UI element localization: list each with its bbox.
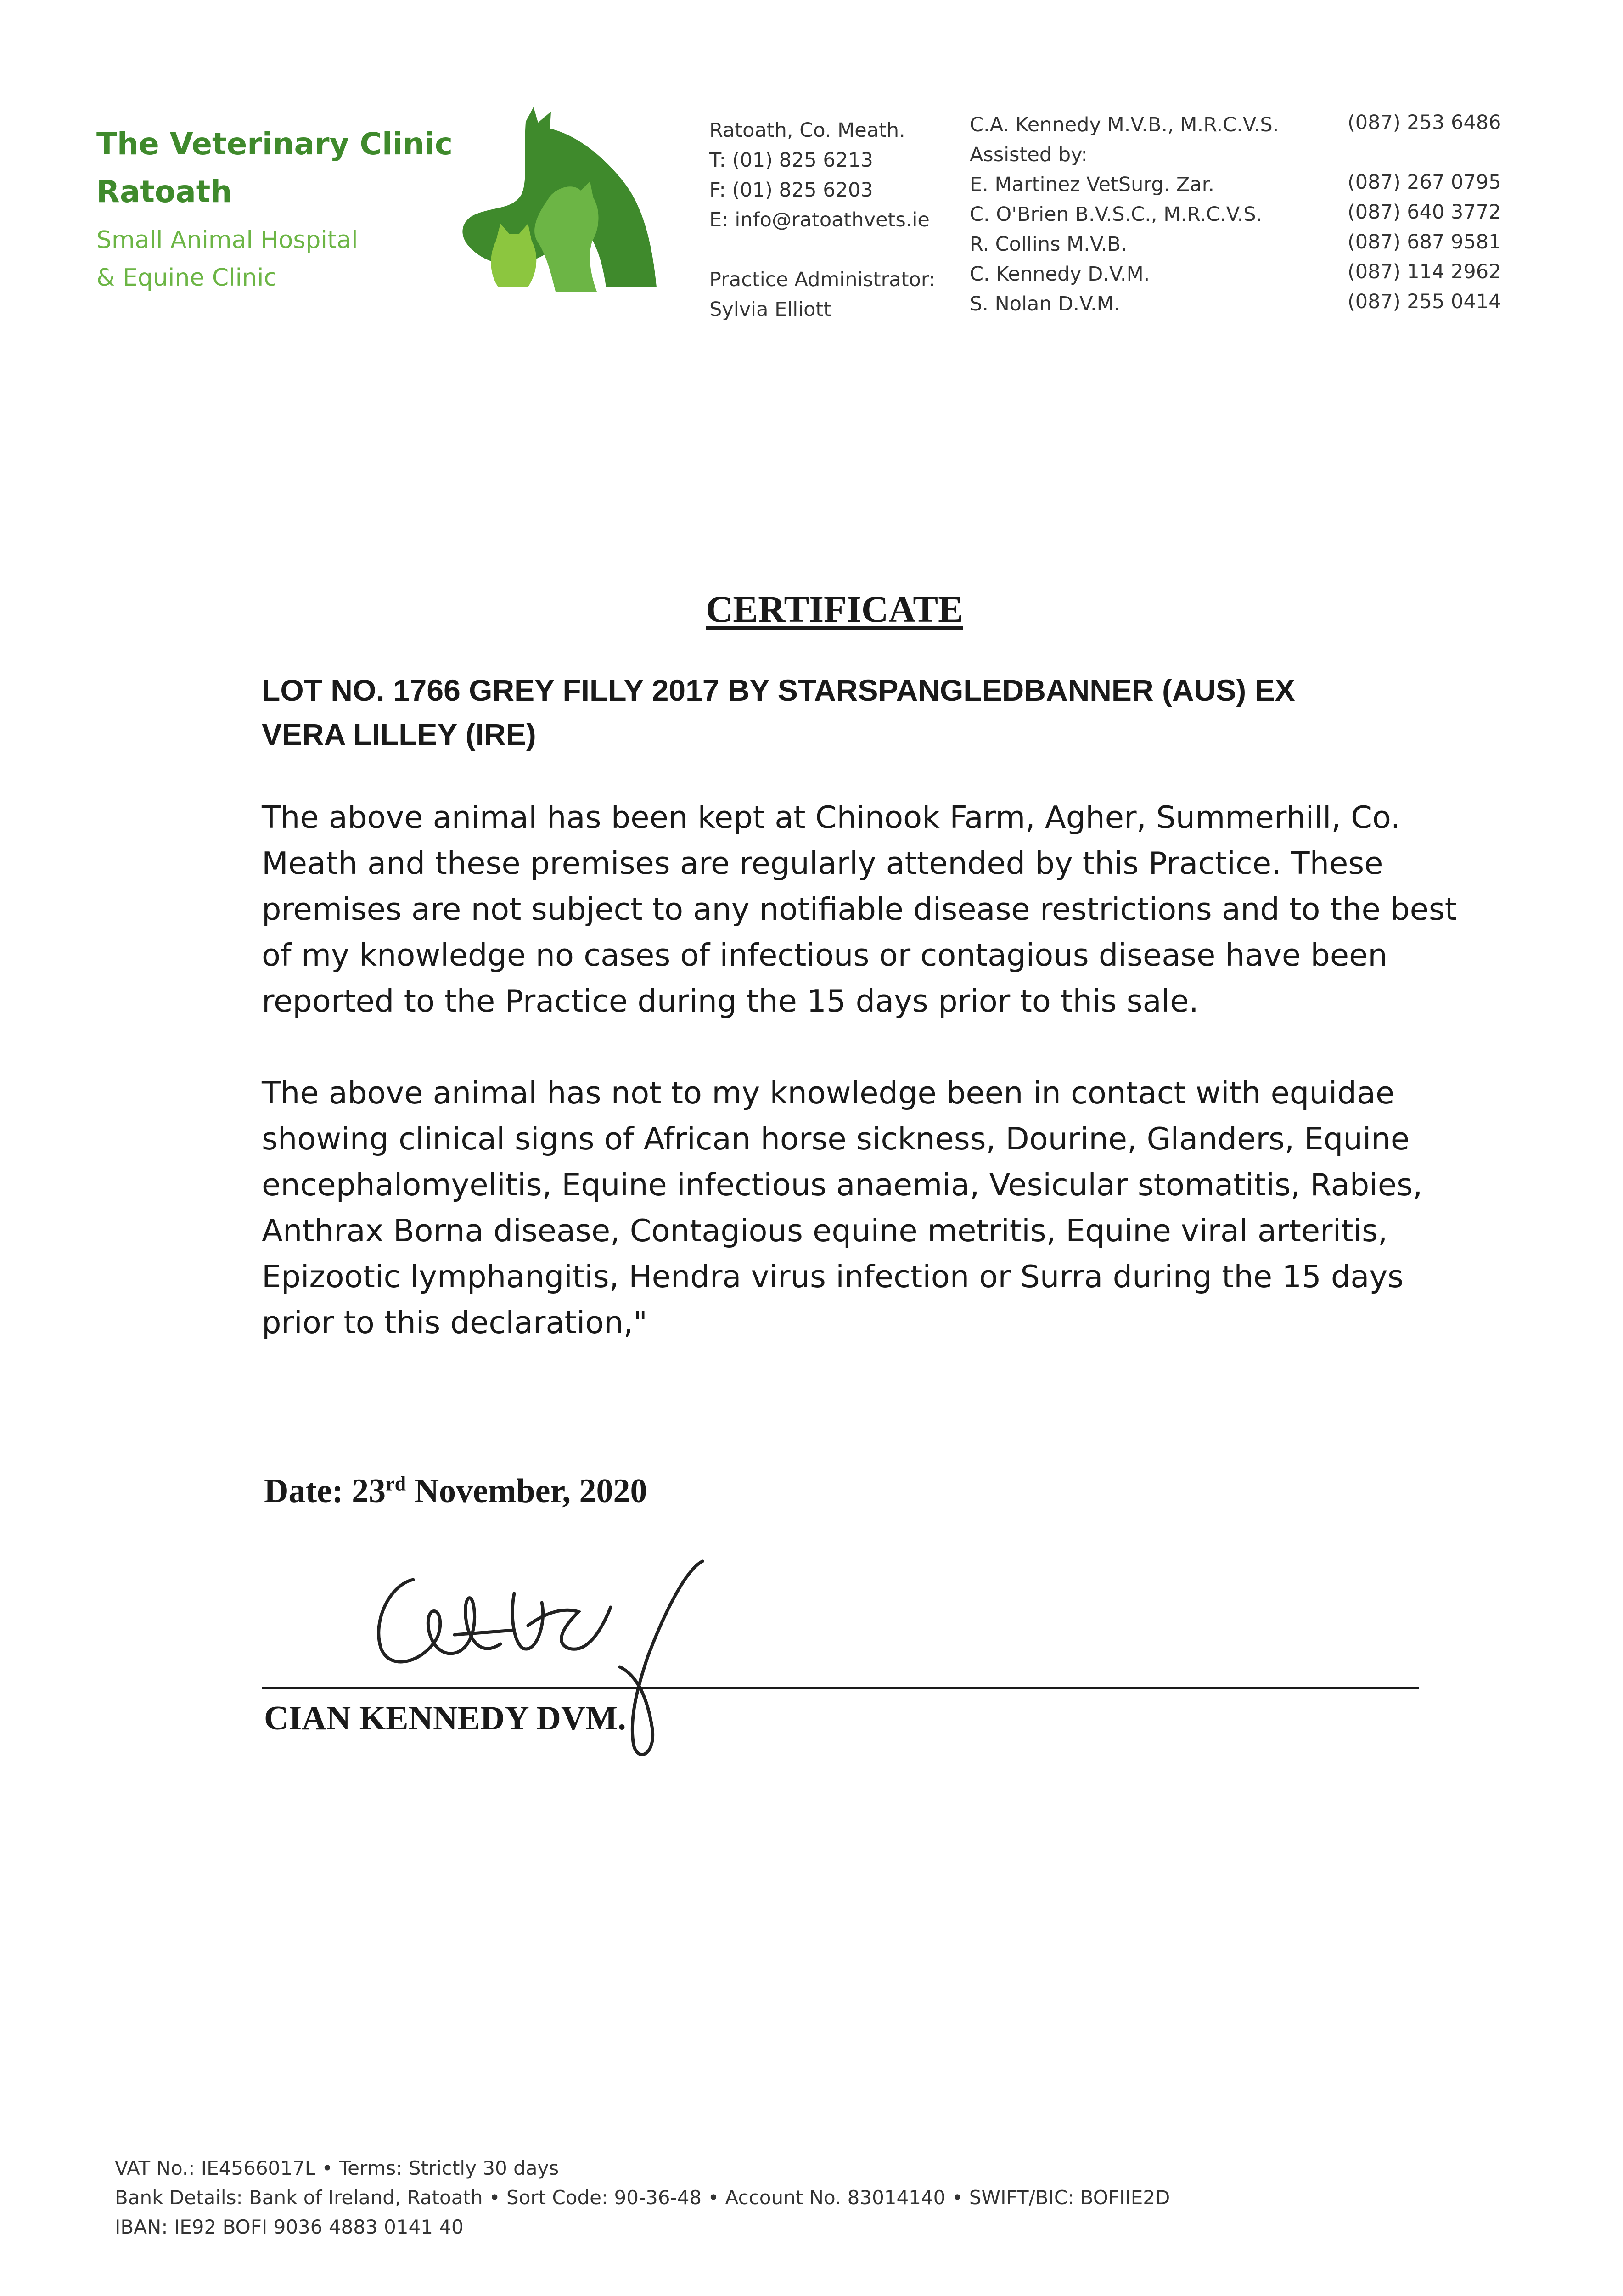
clinic-name-line2: Ratoath bbox=[96, 174, 232, 209]
staff-name: S. Nolan D.V.M. bbox=[970, 293, 1120, 315]
clinic-telephone: T: (01) 825 6213 bbox=[709, 149, 873, 172]
lot-line2: VERA LILLEY (IRE) bbox=[262, 717, 536, 751]
date-rest: November, 2020 bbox=[414, 1472, 647, 1510]
lot-line1: LOT NO. 1766 GREY FILLY 2017 BY STARSPANGLEDBANNER (AUS) EX bbox=[262, 673, 1295, 707]
clinic-email: E: info@ratoathvets.ie bbox=[709, 208, 930, 231]
clinic-fax: F: (01) 825 6203 bbox=[709, 179, 873, 202]
lot-description bbox=[262, 668, 1455, 756]
staff-phone: (087) 114 2962 bbox=[1348, 260, 1501, 283]
staff-name: E. Martinez VetSurg. Zar. bbox=[970, 173, 1215, 196]
staff-phone: (087) 687 9581 bbox=[1348, 231, 1501, 253]
footer-iban: IBAN: IE92 BOFI 9036 4883 0141 40 bbox=[115, 2216, 464, 2238]
certificate-title: CERTIFICATE bbox=[706, 588, 963, 630]
handwritten-signature bbox=[363, 1552, 730, 1773]
footer-bank-details: Bank Details: Bank of Ireland, Ratoath • Sort Code: 90-36-48 • Account No. 83014140 • SWIFT/BIC: BOFIIE2D bbox=[115, 2186, 1170, 2209]
staff-phone-list bbox=[1348, 108, 1501, 317]
date-label: Date: bbox=[264, 1472, 343, 1510]
premises-paragraph: The above animal has been kept at Chinook Farm, Agher, Summerhill, Co. Meath and these premises are regularly attended by this Practice. These premises are not subject to any notifiable disease restrictions and to the best of my knowledge no cases of infectious or contagious disease have been reported to the Practice during the 15 days prior to this sale. bbox=[262, 799, 1457, 1019]
footer-vat-terms: VAT No.: IE4566017L • Terms: Strictly 30 days bbox=[115, 2157, 559, 2179]
staff-phone: (087) 253 6486 bbox=[1348, 111, 1501, 134]
signer-name: CIAN KENNEDY DVM. bbox=[264, 1699, 626, 1737]
clinic-address: Ratoath, Co. Meath. bbox=[709, 119, 905, 142]
practice-administrator bbox=[709, 265, 935, 325]
horse-dog-cat-logo-icon bbox=[413, 103, 670, 296]
clinic-subtitle-line1: Small Animal Hospital bbox=[96, 226, 358, 254]
administrator-label: Practice Administrator: bbox=[709, 268, 936, 291]
clinic-subtitle-line2: & Equine Clinic bbox=[96, 264, 277, 292]
staff-phone: (087) 267 0795 bbox=[1348, 171, 1501, 194]
staff-name: R. Collins M.V.B. bbox=[970, 233, 1127, 256]
clinic-contact bbox=[709, 116, 930, 235]
staff-list bbox=[970, 110, 1279, 319]
staff-name: C. Kennedy D.V.M. bbox=[970, 263, 1150, 286]
clinic-subtitle bbox=[96, 221, 358, 297]
staff-phone: (087) 640 3772 bbox=[1348, 201, 1501, 224]
staff-phone bbox=[1348, 138, 1501, 168]
administrator-name: Sylvia Elliott bbox=[709, 298, 831, 321]
date-day: 23 bbox=[352, 1472, 386, 1510]
clinic-name-line1: The Veterinary Clinic bbox=[96, 126, 453, 162]
signature-line bbox=[262, 1687, 1419, 1689]
certificate-date bbox=[264, 1472, 647, 1511]
staff-name: C. O'Brien B.V.S.C., M.R.C.V.S. bbox=[970, 203, 1263, 226]
staff-name: Assisted by: bbox=[970, 143, 1088, 166]
staff-name: C.A. Kennedy M.V.B., M.R.C.V.S. bbox=[970, 113, 1279, 136]
staff-phone: (087) 255 0414 bbox=[1348, 290, 1501, 313]
footer bbox=[115, 2154, 1170, 2242]
clinic-name bbox=[96, 120, 453, 216]
disease-declaration-paragraph: The above animal has not to my knowledge been in contact with equidae showing clinical signs of African horse sickness, Dourine, Glanders, Equine encephalomyelitis, Equine infectious anaemia, Vesicular stomatitis, Rabies, Anthrax Borna disease, Contagious equine metritis, Equine viral arteritis, Epizootic lymphangitis, Hendra virus infection or Surra during the 15 days prior to this declaration," bbox=[262, 1075, 1423, 1340]
date-suffix: rd bbox=[386, 1472, 406, 1495]
